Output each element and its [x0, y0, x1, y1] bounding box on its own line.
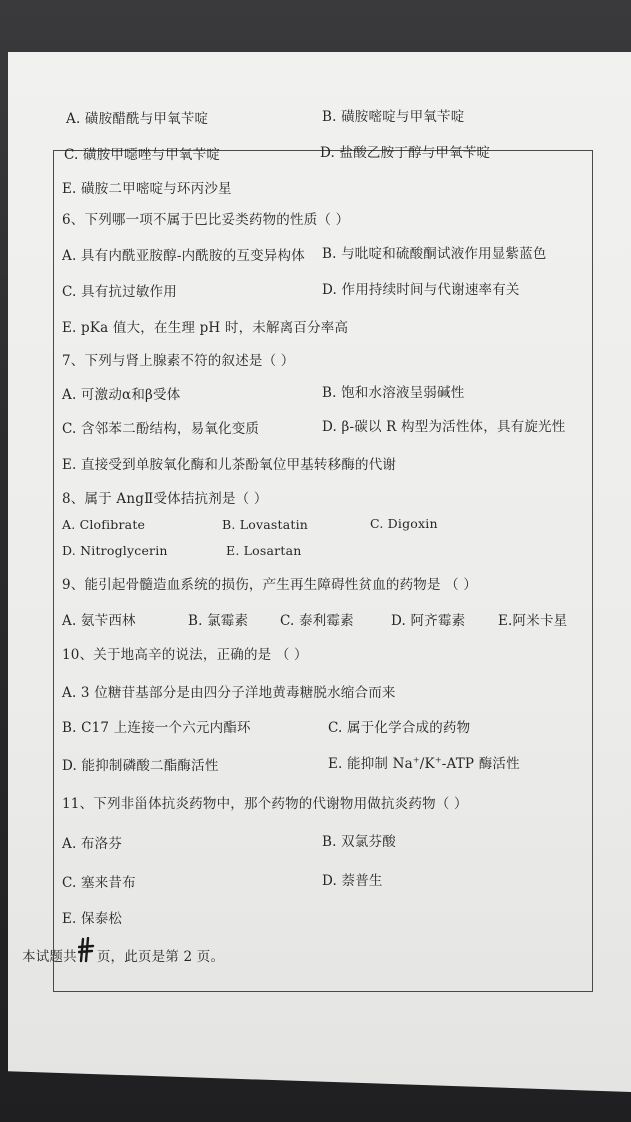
q5-option-a: A. 磺胺醋酰与甲氧苄啶: [66, 111, 209, 127]
q8-option-e: E. Losartan: [226, 543, 302, 558]
q9-option-b: B. 氯霉素: [188, 613, 249, 629]
q11-option-d: D. 萘普生: [322, 873, 383, 889]
q7-option-d: D. β-碳以 R 构型为活性体，具有旋光性: [322, 419, 566, 435]
q7-option-c: C. 含邻苯二酚结构，易氧化变质: [62, 421, 260, 437]
q8-stem: 8、属于 AngⅡ受体拮抗剂是（ ）: [62, 491, 268, 507]
q8-option-b: B. Lovastatin: [222, 517, 309, 532]
q11-option-e: E. 保泰松: [62, 911, 123, 927]
answer-frame: [53, 150, 593, 992]
q10-option-a: A. 3 位糖苷基部分是由四分子洋地黄毒糖脱水缩合而来: [62, 685, 396, 701]
q7-option-e: E. 直接受到单胺氧化酶和儿茶酚氧位甲基转移酶的代谢: [62, 457, 397, 473]
q6-option-c: C. 具有抗过敏作用: [62, 284, 177, 300]
q7-stem: 7、下列与肾上腺素不符的叙述是（ ）: [62, 353, 295, 369]
q7-option-b: B. 饱和水溶液呈弱碱性: [322, 385, 465, 401]
q6-option-d: D. 作用持续时间与代谢速率有关: [322, 282, 520, 298]
q8-option-d: D. Nitroglycerin: [62, 543, 168, 558]
page-footer: [22, 945, 224, 965]
q10-option-d: D. 能抑制磷酸二酯酶活性: [62, 758, 219, 774]
q5-option-c: C. 磺胺甲噁唑与甲氧苄啶: [64, 147, 221, 163]
q5-option-d: D. 盐酸乙胺丁醇与甲氧苄啶: [320, 145, 491, 161]
q6-option-b: B. 与吡啶和硫酸酮试液作用显紫蓝色: [322, 246, 547, 262]
q7-option-a: A. 可激动α和β受体: [62, 387, 181, 403]
q10-option-b: B. C17 上连接一个六元内酯环: [62, 720, 251, 736]
q5-option-e: E. 磺胺二甲嘧啶与环丙沙星: [62, 181, 232, 197]
q10-stem: 10、关于地高辛的说法，正确的是 （ ）: [62, 647, 308, 663]
q11-option-b: B. 双氯芬酸: [322, 834, 396, 850]
q10-option-c: C. 属于化学合成的药物: [328, 720, 471, 736]
q9-option-d: D. 阿齐霉素: [391, 613, 466, 629]
q6-option-a: A. 具有内酰亚胺醇-内酰胺的互变异构体: [62, 248, 305, 264]
q9-stem: 9、能引起骨髓造血系统的损伤，产生再生障碍性贫血的药物是 （ ）: [62, 577, 478, 593]
q9-option-e: E.阿米卡星: [498, 613, 568, 629]
q9-option-c: C. 泰利霉素: [280, 613, 354, 629]
q10-option-e: E. 能抑制 Na+/K+-ATP 酶活性: [328, 755, 520, 772]
footer-suffix: 页，此页是第 2 页。: [96, 949, 225, 965]
q8-option-a: A. Clofibrate: [62, 517, 146, 532]
q9-option-a: A. 氨苄西林: [62, 613, 136, 629]
q6-stem: 6、下列哪一项不属于巴比妥类药物的性质（ ）: [62, 212, 350, 228]
q11-option-c: C. 塞来昔布: [62, 875, 136, 891]
handwritten-page-count: [78, 937, 96, 963]
q5-option-b: B. 磺胺嘧啶与甲氧苄啶: [322, 109, 465, 125]
q11-option-a: A. 布洛芬: [62, 836, 123, 852]
q8-option-c: C. Digoxin: [370, 516, 438, 531]
q6-option-e: E. pKa 值大，在生理 pH 时，未解离百分率高: [62, 320, 349, 336]
footer-prefix: 本试题共: [22, 949, 77, 965]
q11-stem: 11、下列非甾体抗炎药物中，那个药物的代谢物用做抗炎药物（ ）: [62, 796, 468, 812]
